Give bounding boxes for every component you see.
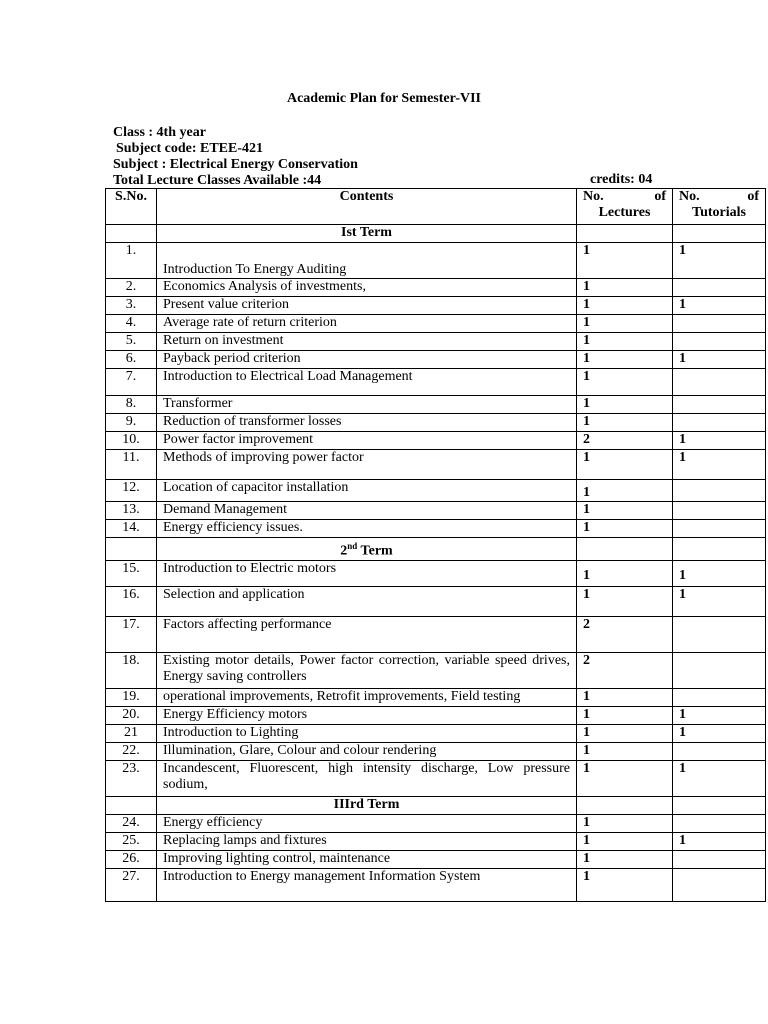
row-content: Demand Management xyxy=(157,502,577,520)
row-lectures: 1 xyxy=(577,742,673,760)
row-content: Average rate of return criterion xyxy=(157,315,577,333)
row-sno: 15. xyxy=(106,560,157,586)
row-sno: 10. xyxy=(106,432,157,450)
row-sno: 18. xyxy=(106,652,157,688)
row-tutorials: 1 xyxy=(673,560,766,586)
row-content: Introduction to Energy management Information System xyxy=(157,868,577,901)
row-content: Replacing lamps and fixtures xyxy=(157,832,577,850)
row-content: Incandescent, Fluorescent, high intensity discharge, Low pressure sodium, xyxy=(157,760,577,796)
row-lectures: 1 xyxy=(577,688,673,706)
table-row xyxy=(106,742,766,760)
term-second-word: Term xyxy=(357,543,393,559)
row-tutorials xyxy=(673,616,766,652)
row-lectures: 1 xyxy=(577,333,673,351)
table-header-row xyxy=(106,189,766,225)
table-row xyxy=(106,652,766,688)
table-row xyxy=(106,832,766,850)
row-sno: 19. xyxy=(106,688,157,706)
academic-plan-table xyxy=(105,188,766,902)
row-lectures: 1 xyxy=(577,351,673,369)
lectures-header-of: of xyxy=(654,189,666,204)
row-sno: 21 xyxy=(106,724,157,742)
row-content: Methods of improving power factor xyxy=(157,450,577,480)
row-lectures: 1 xyxy=(577,832,673,850)
table-row xyxy=(106,688,766,706)
tutorials-header xyxy=(673,189,766,225)
table-row xyxy=(106,706,766,724)
subject-code-line: Subject code: ETEE-421 xyxy=(116,141,263,156)
row-content: Existing motor details, Power factor correction, variable speed drives, Energy saving controllers xyxy=(157,652,577,688)
row-tutorials xyxy=(673,315,766,333)
row-tutorials: 1 xyxy=(673,243,766,279)
row-content: Location of capacitor installation xyxy=(157,480,577,502)
row-lectures: 1 xyxy=(577,724,673,742)
table-row xyxy=(106,315,766,333)
row-sno: 8. xyxy=(106,396,157,414)
document-title: Academic Plan for Semester-VII xyxy=(286,91,481,106)
term-second-suffix: nd xyxy=(347,541,358,551)
term-heading-first: Ist Term xyxy=(157,225,577,243)
tutorials-header-word: Tutorials xyxy=(692,205,746,220)
row-sno: 27. xyxy=(106,868,157,901)
term-heading-second xyxy=(157,538,577,561)
row-lectures: 1 xyxy=(577,850,673,868)
row-tutorials xyxy=(673,502,766,520)
row-tutorials: 1 xyxy=(673,724,766,742)
row-tutorials: 1 xyxy=(673,586,766,616)
row-content: Energy efficiency xyxy=(157,814,577,832)
table-row xyxy=(106,351,766,369)
sno-header: S.No. xyxy=(106,189,157,225)
table-row xyxy=(106,450,766,480)
subject-line: Subject : Electrical Energy Conservation xyxy=(113,157,358,172)
row-sno: 20. xyxy=(106,706,157,724)
row-lectures: 1 xyxy=(577,279,673,297)
row-content: Introduction to Electric motors xyxy=(157,560,577,586)
row-sno: 4. xyxy=(106,315,157,333)
table-row xyxy=(106,850,766,868)
row-tutorials: 1 xyxy=(673,706,766,724)
row-content: Energy Efficiency motors xyxy=(157,706,577,724)
row-lectures: 1 xyxy=(577,297,673,315)
row-lectures: 1 xyxy=(577,560,673,586)
lectures-header xyxy=(577,189,673,225)
row-sno: 23. xyxy=(106,760,157,796)
row-tutorials: 1 xyxy=(673,450,766,480)
row-sno: 13. xyxy=(106,502,157,520)
table-row xyxy=(106,868,766,901)
row-tutorials xyxy=(673,480,766,502)
row-sno: 14. xyxy=(106,520,157,538)
row-lectures: 1 xyxy=(577,586,673,616)
table-row xyxy=(106,432,766,450)
row-tutorials xyxy=(673,333,766,351)
row-sno: 9. xyxy=(106,414,157,432)
row-content: Illumination, Glare, Colour and colour rendering xyxy=(157,742,577,760)
row-lectures: 1 xyxy=(577,396,673,414)
tutorials-header-no: No. xyxy=(679,189,700,204)
lectures-header-no: No. xyxy=(583,189,604,204)
row-lectures: 2 xyxy=(577,652,673,688)
table-row xyxy=(106,586,766,616)
row-tutorials: 1 xyxy=(673,297,766,315)
row-sno: 24. xyxy=(106,814,157,832)
row-lectures: 1 xyxy=(577,450,673,480)
contents-header: Contents xyxy=(157,189,577,225)
row-lectures: 1 xyxy=(577,706,673,724)
table-row xyxy=(106,560,766,586)
row-sno: 12. xyxy=(106,480,157,502)
table-row xyxy=(106,333,766,351)
table-row xyxy=(106,279,766,297)
table-row xyxy=(106,724,766,742)
row-tutorials xyxy=(673,742,766,760)
table-row xyxy=(106,297,766,315)
row-sno: 17. xyxy=(106,616,157,652)
row-sno: 5. xyxy=(106,333,157,351)
row-sno: 22. xyxy=(106,742,157,760)
table-row xyxy=(106,616,766,652)
row-content: Reduction of transformer losses xyxy=(157,414,577,432)
table-row xyxy=(106,369,766,396)
row-lectures: 2 xyxy=(577,432,673,450)
row-sno: 16. xyxy=(106,586,157,616)
term-row-second xyxy=(106,538,766,561)
row-lectures: 1 xyxy=(577,414,673,432)
row-tutorials: 1 xyxy=(673,760,766,796)
table-row xyxy=(106,396,766,414)
row-content: Introduction to Electrical Load Management xyxy=(157,369,577,396)
row-content: Introduction to Lighting xyxy=(157,724,577,742)
row-lectures: 1 xyxy=(577,315,673,333)
row-tutorials xyxy=(673,520,766,538)
row-lectures: 1 xyxy=(577,369,673,396)
row-tutorials xyxy=(673,652,766,688)
row-tutorials xyxy=(673,868,766,901)
row-content: Economics Analysis of investments, xyxy=(157,279,577,297)
row-lectures: 1 xyxy=(577,502,673,520)
row-lectures: 1 xyxy=(577,760,673,796)
row-tutorials xyxy=(673,279,766,297)
row-content: Return on investment xyxy=(157,333,577,351)
class-line: Class : 4th year xyxy=(113,125,206,140)
row-tutorials xyxy=(673,850,766,868)
row-lectures: 1 xyxy=(577,868,673,901)
row-tutorials xyxy=(673,396,766,414)
total-lectures-line: Total Lecture Classes Available :44 xyxy=(113,173,322,188)
row-lectures: 1 xyxy=(577,520,673,538)
row-sno: 7. xyxy=(106,369,157,396)
row-sno: 6. xyxy=(106,351,157,369)
row-content: Energy efficiency issues. xyxy=(157,520,577,538)
row-tutorials: 1 xyxy=(673,832,766,850)
row-sno: 3. xyxy=(106,297,157,315)
row-content: Payback period criterion xyxy=(157,351,577,369)
lectures-header-word: Lectures xyxy=(598,205,651,220)
row-sno: 25. xyxy=(106,832,157,850)
table-row xyxy=(106,814,766,832)
table-row xyxy=(106,414,766,432)
row-sno: 26. xyxy=(106,850,157,868)
row-content: Selection and application xyxy=(157,586,577,616)
term-heading-third: IIIrd Term xyxy=(157,796,577,814)
row-lectures: 2 xyxy=(577,616,673,652)
row-sno: 1. xyxy=(106,243,157,279)
table-row xyxy=(106,243,766,279)
credits-line: credits: 04 xyxy=(590,172,653,187)
row-tutorials: 1 xyxy=(673,351,766,369)
table-row xyxy=(106,502,766,520)
row-tutorials xyxy=(673,369,766,396)
row-lectures: 1 xyxy=(577,480,673,502)
row-tutorials xyxy=(673,414,766,432)
row-content: Improving lighting control, maintenance xyxy=(157,850,577,868)
row-content: Present value criterion xyxy=(157,297,577,315)
row-lectures: 1 xyxy=(577,814,673,832)
row-content: Factors affecting performance xyxy=(157,616,577,652)
term-row-third xyxy=(106,796,766,814)
row-lectures: 1 xyxy=(577,243,673,279)
term-row-first xyxy=(106,225,766,243)
row-content: operational improvements, Retrofit improvements, Field testing xyxy=(157,688,577,706)
table-row xyxy=(106,480,766,502)
row-sno: 2. xyxy=(106,279,157,297)
row-content: Power factor improvement xyxy=(157,432,577,450)
table-row xyxy=(106,760,766,796)
table-row xyxy=(106,520,766,538)
row-tutorials xyxy=(673,814,766,832)
row-sno: 11. xyxy=(106,450,157,480)
term-second-number: 2 xyxy=(340,543,348,559)
row-content: Introduction To Energy Auditing xyxy=(157,243,577,279)
row-tutorials: 1 xyxy=(673,432,766,450)
row-content: Transformer xyxy=(157,396,577,414)
row-tutorials xyxy=(673,688,766,706)
tutorials-header-of: of xyxy=(747,189,759,204)
